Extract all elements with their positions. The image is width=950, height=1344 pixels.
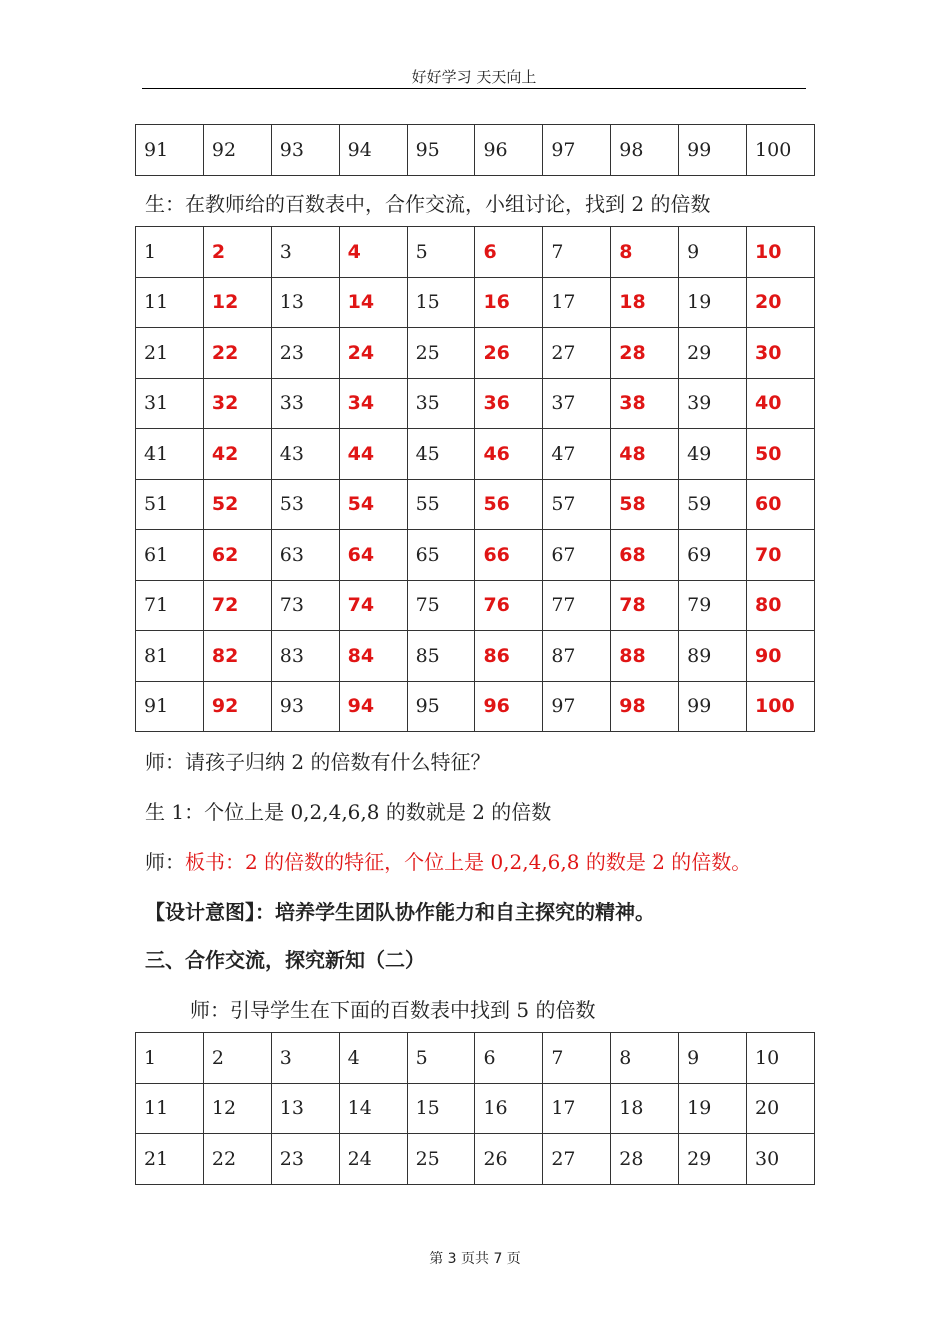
- table-cell: 37: [543, 378, 611, 429]
- table-cell: 24: [339, 1134, 407, 1185]
- table-cell: 11: [136, 277, 204, 328]
- table-cell: 97: [543, 125, 611, 176]
- table-cell: 28: [611, 328, 679, 379]
- board-note: [145, 846, 751, 875]
- table-cell: 33: [271, 378, 339, 429]
- table-cell: 22: [203, 328, 271, 379]
- table-cell: 6: [475, 1033, 543, 1084]
- board-note-text: 板书：2 的倍数的特征，个位上是 0,2,4,6,8 的数是 2 的倍数。: [185, 850, 752, 874]
- table-cell: 99: [679, 125, 747, 176]
- table-cell: 1: [136, 1033, 204, 1084]
- student-instruction: 生：在教师给的百数表中，合作交流，小组讨论，找到 2 的倍数: [145, 192, 711, 216]
- table-cell: 1: [136, 227, 204, 278]
- table-cell: 54: [339, 479, 407, 530]
- page-header: 好好学习 天天向上: [411, 68, 537, 86]
- table-cell: 29: [679, 1134, 747, 1185]
- table-cell: 26: [475, 1134, 543, 1185]
- table-row: [136, 530, 815, 581]
- table-cell: 5: [407, 227, 475, 278]
- student-answer: 生 1：个位上是 0,2,4,6,8 的数就是 2 的倍数: [145, 800, 552, 824]
- table-cell: 13: [271, 277, 339, 328]
- board-note-speaker: 师：: [145, 850, 185, 874]
- table-cell: 41: [136, 429, 204, 480]
- table-cell: 25: [407, 328, 475, 379]
- table-cell: 71: [136, 580, 204, 631]
- table-cell: 84: [339, 631, 407, 682]
- table-cell: 12: [203, 1083, 271, 1134]
- table-cell: 66: [475, 530, 543, 581]
- table-row: [136, 378, 815, 429]
- table-cell: 19: [679, 1083, 747, 1134]
- table-cell: 86: [475, 631, 543, 682]
- table-cell: 67: [543, 530, 611, 581]
- table-cell: 11: [136, 1083, 204, 1134]
- table-cell: 15: [407, 277, 475, 328]
- table-row: [136, 580, 815, 631]
- table-cell: 69: [679, 530, 747, 581]
- table-row: [136, 631, 815, 682]
- table-cell: 27: [543, 328, 611, 379]
- table-cell: 98: [611, 125, 679, 176]
- table-cell: 17: [543, 1083, 611, 1134]
- table-cell: 100: [747, 681, 815, 732]
- table-cell: 85: [407, 631, 475, 682]
- table-cell: 64: [339, 530, 407, 581]
- table-cell: 35: [407, 378, 475, 429]
- table-cell: 91: [136, 681, 204, 732]
- table-cell: 89: [679, 631, 747, 682]
- table-cell: 45: [407, 429, 475, 480]
- table-cell: 28: [611, 1134, 679, 1185]
- table-cell: 88: [611, 631, 679, 682]
- table-cell: 18: [611, 1083, 679, 1134]
- table-cell: 3: [271, 1033, 339, 1084]
- table-cell: 96: [475, 681, 543, 732]
- table-cell: 97: [543, 681, 611, 732]
- table-cell: 93: [271, 125, 339, 176]
- table-cell: 21: [136, 328, 204, 379]
- table-cell: 81: [136, 631, 204, 682]
- table-row: [136, 479, 815, 530]
- table-cell: 53: [271, 479, 339, 530]
- table-cell: 16: [475, 277, 543, 328]
- table-cell: 70: [747, 530, 815, 581]
- teacher-question: 师：请孩子归纳 2 的倍数有什么特征？: [145, 750, 491, 774]
- teacher-guidance: 师：引导学生在下面的百数表中找到 5 的倍数: [190, 998, 596, 1022]
- table-cell: 34: [339, 378, 407, 429]
- table-cell: 7: [543, 227, 611, 278]
- table-cell: 44: [339, 429, 407, 480]
- table-cell: 78: [611, 580, 679, 631]
- table-row: [136, 277, 815, 328]
- table-cell: 8: [611, 227, 679, 278]
- table-cell: 59: [679, 479, 747, 530]
- table-cell: 93: [271, 681, 339, 732]
- table-cell: 16: [475, 1083, 543, 1134]
- table-cell: 51: [136, 479, 204, 530]
- table-cell: 94: [339, 681, 407, 732]
- table-cell: 56: [475, 479, 543, 530]
- table-cell: 23: [271, 1134, 339, 1185]
- table-cell: 63: [271, 530, 339, 581]
- table-cell: 91: [136, 125, 204, 176]
- table-row: [136, 681, 815, 732]
- table-cell: 92: [203, 681, 271, 732]
- table-cell: 100: [747, 125, 815, 176]
- table-cell: 79: [679, 580, 747, 631]
- table-cell: 83: [271, 631, 339, 682]
- table-cell: 39: [679, 378, 747, 429]
- table-cell: 72: [203, 580, 271, 631]
- hundred-table-multiples-of-2: [135, 226, 815, 732]
- table-cell: 46: [475, 429, 543, 480]
- table-cell: 43: [271, 429, 339, 480]
- section-heading: 三、合作交流，探究新知（二）: [145, 948, 425, 972]
- table-cell: 14: [339, 277, 407, 328]
- table-cell: 10: [747, 227, 815, 278]
- table-cell: 94: [339, 125, 407, 176]
- table-row: [136, 328, 815, 379]
- page-footer: 第 3 页共 7 页: [429, 1251, 521, 1267]
- table-cell: 20: [747, 1083, 815, 1134]
- table-cell: 31: [136, 378, 204, 429]
- table-cell: 30: [747, 328, 815, 379]
- table-cell: 61: [136, 530, 204, 581]
- table-cell: 9: [679, 227, 747, 278]
- table-row: [136, 1083, 815, 1134]
- table-cell: 95: [407, 681, 475, 732]
- table-cell: 73: [271, 580, 339, 631]
- table-cell: 55: [407, 479, 475, 530]
- table-cell: 14: [339, 1083, 407, 1134]
- table-row: [136, 1134, 815, 1185]
- table-cell: 47: [543, 429, 611, 480]
- table-cell: 7: [543, 1033, 611, 1084]
- table-cell: 52: [203, 479, 271, 530]
- table-cell: 98: [611, 681, 679, 732]
- table-cell: 13: [271, 1083, 339, 1134]
- design-intent: 【设计意图】：培养学生团队协作能力和自主探究的精神。: [145, 900, 655, 924]
- table-cell: 10: [747, 1033, 815, 1084]
- table-cell: 12: [203, 277, 271, 328]
- table-cell: 26: [475, 328, 543, 379]
- table-cell: 25: [407, 1134, 475, 1185]
- table-cell: 49: [679, 429, 747, 480]
- table-cell: 29: [679, 328, 747, 379]
- table-cell: 2: [203, 1033, 271, 1084]
- table-cell: 5: [407, 1033, 475, 1084]
- table-cell: 9: [679, 1033, 747, 1084]
- table-cell: 48: [611, 429, 679, 480]
- table-cell: 99: [679, 681, 747, 732]
- table-cell: 3: [271, 227, 339, 278]
- table-cell: 21: [136, 1134, 204, 1185]
- table-cell: 75: [407, 580, 475, 631]
- table-cell: 18: [611, 277, 679, 328]
- table-cell: 42: [203, 429, 271, 480]
- table-cell: 27: [543, 1134, 611, 1185]
- table-cell: 80: [747, 580, 815, 631]
- table-cell: 19: [679, 277, 747, 328]
- table-cell: 6: [475, 227, 543, 278]
- table-cell: 68: [611, 530, 679, 581]
- table-cell: 65: [407, 530, 475, 581]
- table-cell: 77: [543, 580, 611, 631]
- table-cell: 30: [747, 1134, 815, 1185]
- table-cell: 87: [543, 631, 611, 682]
- table-cell: 23: [271, 328, 339, 379]
- table-cell: 2: [203, 227, 271, 278]
- hundred-table-top: [135, 124, 815, 176]
- table-cell: 92: [203, 125, 271, 176]
- table-cell: 76: [475, 580, 543, 631]
- table-cell: 96: [475, 125, 543, 176]
- table-cell: 62: [203, 530, 271, 581]
- table-cell: 36: [475, 378, 543, 429]
- table-cell: 58: [611, 479, 679, 530]
- table-cell: 8: [611, 1033, 679, 1084]
- table-cell: 22: [203, 1134, 271, 1185]
- table-cell: 40: [747, 378, 815, 429]
- table-row: [136, 1033, 815, 1084]
- table-row: [136, 227, 815, 278]
- table-cell: 60: [747, 479, 815, 530]
- table-row: [136, 429, 815, 480]
- table-cell: 24: [339, 328, 407, 379]
- table-cell: 82: [203, 631, 271, 682]
- table-cell: 57: [543, 479, 611, 530]
- table-cell: 32: [203, 378, 271, 429]
- table-cell: 90: [747, 631, 815, 682]
- table-cell: 4: [339, 227, 407, 278]
- table-row: [136, 125, 815, 176]
- table-cell: 95: [407, 125, 475, 176]
- hundred-table-bottom: [135, 1032, 815, 1185]
- header-divider: [142, 88, 806, 89]
- table-cell: 74: [339, 580, 407, 631]
- table-cell: 4: [339, 1033, 407, 1084]
- table-cell: 38: [611, 378, 679, 429]
- table-cell: 50: [747, 429, 815, 480]
- table-cell: 17: [543, 277, 611, 328]
- table-cell: 15: [407, 1083, 475, 1134]
- table-cell: 20: [747, 277, 815, 328]
